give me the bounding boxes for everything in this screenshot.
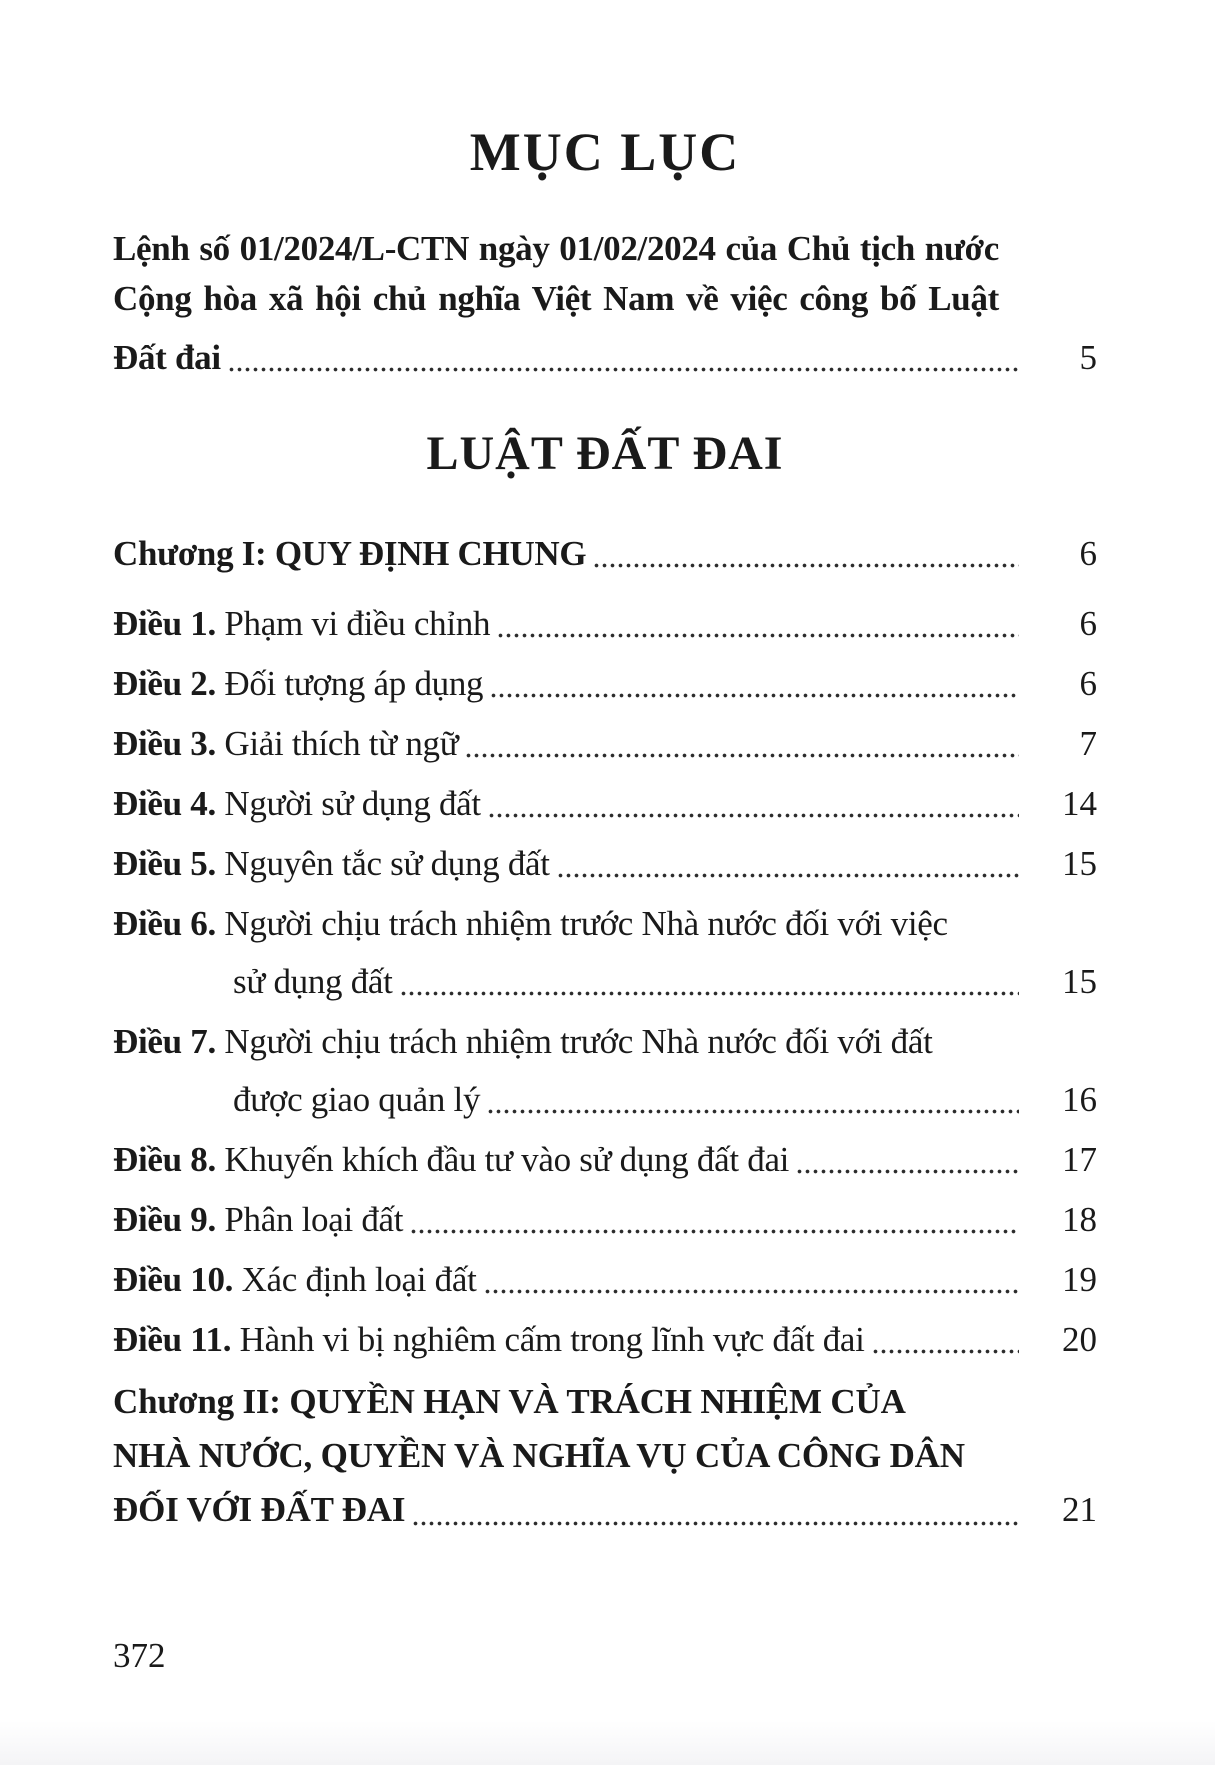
dot-leader xyxy=(411,1229,1019,1234)
page-number: 21 xyxy=(1062,1490,1097,1529)
dot-leader xyxy=(488,1109,1019,1114)
entry-prefix: Điều 6. xyxy=(113,904,216,943)
entry-prefix: Điều 11. xyxy=(113,1320,232,1359)
entry-prefix: Điều 9. xyxy=(113,1200,216,1239)
entry-prefix: Điều 2. xyxy=(113,664,216,703)
folio-page-number: 372 xyxy=(113,1636,166,1675)
page-number: 6 xyxy=(1079,534,1097,573)
page-number: 18 xyxy=(1062,1200,1097,1239)
entry-label xyxy=(113,600,490,648)
entry-label xyxy=(113,1376,1097,1428)
toc-entry-dieu-8 xyxy=(113,1136,1097,1184)
dot-leader xyxy=(489,813,1019,818)
entry-label xyxy=(113,1196,403,1244)
toc-entry-chapter-2 xyxy=(113,1376,1097,1536)
law-title: LUẬT ĐẤT ĐAI xyxy=(426,427,784,480)
toc-entry-dieu-3 xyxy=(113,720,1097,768)
entry-continuation: sử dụng đất xyxy=(233,962,393,1001)
page-number: 14 xyxy=(1062,784,1097,823)
page-number: 20 xyxy=(1062,1320,1097,1359)
entry-title: Đối tượng áp dụng xyxy=(224,664,484,703)
entry-continuation-row xyxy=(113,1484,1097,1536)
toc-entry-dieu-6 xyxy=(113,900,1097,1006)
dot-leader xyxy=(491,693,1019,698)
toc-list xyxy=(113,530,1097,1536)
entry-title: Phạm vi điều chỉnh xyxy=(224,604,491,643)
entry-continuation-row xyxy=(113,958,1097,1006)
page-title: MỤC LỤC xyxy=(469,122,741,182)
intro-line-2: Cộng hòa xã hội chủ nghĩa Việt Nam về việc công bố Luật xyxy=(113,279,999,318)
entry-prefix: Điều 1. xyxy=(113,604,216,643)
entry-title: QUYỀN HẠN VÀ TRÁCH NHIỆM CỦA xyxy=(289,1382,906,1421)
entry-title: QUY ĐỊNH CHUNG xyxy=(274,534,587,573)
page-number: 15 xyxy=(1062,844,1097,883)
toc-entry-dieu-4 xyxy=(113,780,1097,828)
entry-title: Người sử dụng đất xyxy=(224,784,481,823)
entry-prefix: Điều 3. xyxy=(113,724,216,763)
dot-leader xyxy=(466,753,1019,758)
entry-title: Hành vi bị nghiêm cấm trong lĩnh vực đất đai xyxy=(239,1320,865,1359)
entry-label xyxy=(113,780,481,828)
entry-label xyxy=(113,1316,865,1364)
entry-label xyxy=(113,900,1097,948)
entry-label xyxy=(113,1018,1097,1066)
page-number: 6 xyxy=(1079,604,1097,643)
intro-line-1: Lệnh số 01/2024/L-CTN ngày 01/02/2024 của Chủ tịch nước xyxy=(113,229,999,268)
entry-label xyxy=(113,1136,789,1184)
entry-label xyxy=(113,840,550,888)
page-number: 15 xyxy=(1062,962,1097,1001)
dot-leader xyxy=(498,633,1019,638)
entry-label xyxy=(113,530,586,578)
entry-title: Giải thích từ ngữ xyxy=(224,724,459,763)
entry-title: Nguyên tắc sử dụng đất xyxy=(224,844,550,883)
entry-label xyxy=(113,1256,477,1304)
toc-entry-dieu-9 xyxy=(113,1196,1097,1244)
page-number: 16 xyxy=(1062,1080,1097,1119)
toc-entry-dieu-7 xyxy=(113,1018,1097,1124)
toc-intro-entry xyxy=(113,224,1097,382)
entry-prefix: Chương II: xyxy=(113,1382,281,1421)
entry-title: Xác định loại đất xyxy=(241,1260,477,1299)
toc-entry-dieu-11 xyxy=(113,1316,1097,1364)
entry-prefix: Điều 4. xyxy=(113,784,216,823)
page-number: 19 xyxy=(1062,1260,1097,1299)
entry-continuation-row xyxy=(113,1076,1097,1124)
entry-prefix: Điều 5. xyxy=(113,844,216,883)
toc-entry-dieu-2 xyxy=(113,660,1097,708)
entry-title-line-3: ĐỐI VỚI ĐẤT ĐAI xyxy=(113,1490,406,1529)
page-number: 5 xyxy=(1079,338,1097,377)
dot-leader xyxy=(401,991,1019,996)
toc-entry-chapter-1 xyxy=(113,530,1097,578)
dot-leader xyxy=(558,873,1019,878)
entry-continuation: được giao quản lý xyxy=(233,1080,481,1119)
toc-entry-dieu-1 xyxy=(113,600,1097,648)
entry-title-line-2: NHÀ NƯỚC, QUYỀN VÀ NGHĨA VỤ CỦA CÔNG DÂN xyxy=(113,1436,965,1475)
dot-leader xyxy=(873,1349,1019,1354)
dot-leader xyxy=(797,1169,1019,1174)
page-number: 7 xyxy=(1079,724,1097,763)
page-number: 6 xyxy=(1079,664,1097,703)
entry-prefix: Điều 10. xyxy=(113,1260,234,1299)
entry-prefix: Điều 8. xyxy=(113,1140,216,1179)
page-number: 17 xyxy=(1062,1140,1097,1179)
entry-title: Người chịu trách nhiệm trước Nhà nước đối với việc xyxy=(224,904,948,943)
intro-line-3: Đất đai xyxy=(113,338,221,377)
entry-prefix: Điều 7. xyxy=(113,1022,216,1061)
entry-title: Phân loại đất xyxy=(224,1200,404,1239)
entry-label xyxy=(113,720,458,768)
intro-leader-row xyxy=(113,334,1097,382)
dot-leader xyxy=(229,367,1019,372)
toc-entry-dieu-5 xyxy=(113,840,1097,888)
entry-prefix: Chương I: xyxy=(113,534,267,573)
entry-label xyxy=(113,660,483,708)
entry-title: Khuyến khích đầu tư vào sử dụng đất đai xyxy=(224,1140,790,1179)
entry-title: Người chịu trách nhiệm trước Nhà nước đối với đất xyxy=(224,1022,933,1061)
toc-entry-dieu-10 xyxy=(113,1256,1097,1304)
dot-leader xyxy=(413,1521,1019,1526)
dot-leader xyxy=(594,563,1019,568)
dot-leader xyxy=(485,1289,1019,1294)
